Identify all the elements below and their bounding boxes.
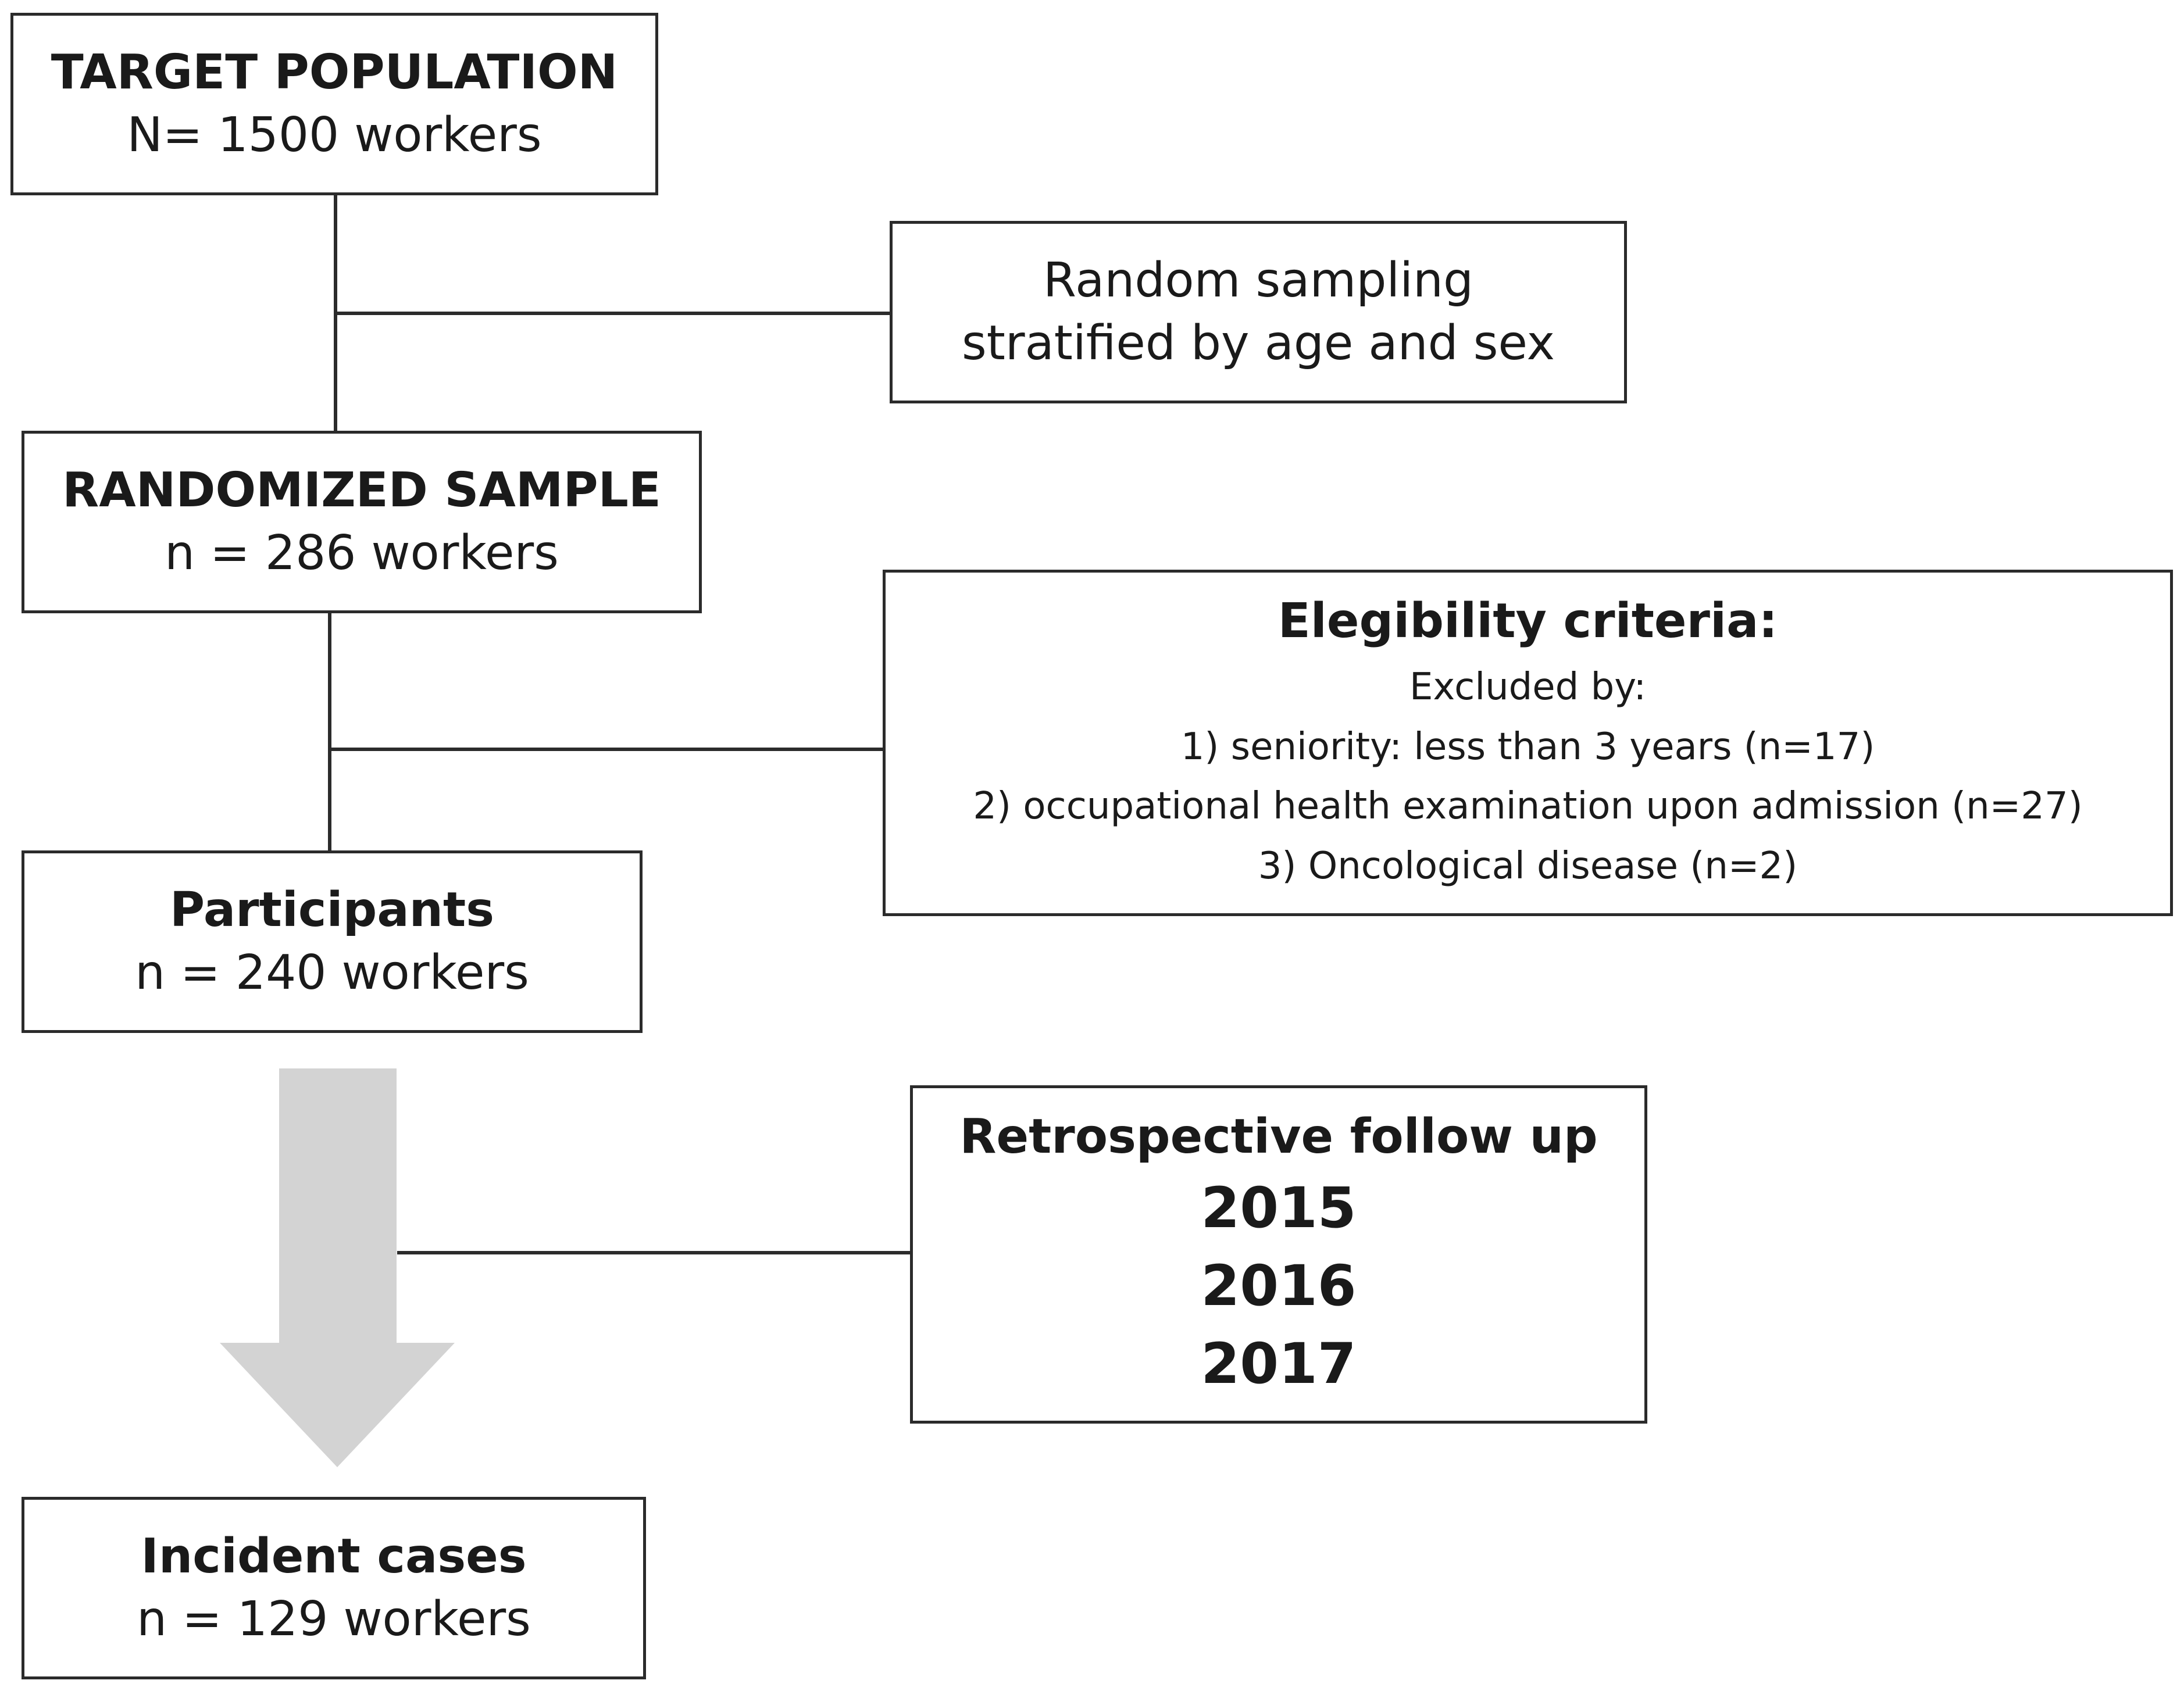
participants-title: Participants bbox=[169, 882, 495, 938]
target-population-box bbox=[10, 13, 658, 195]
connector-randomized-to-participants bbox=[328, 613, 331, 850]
random-sampling-box bbox=[890, 221, 1627, 403]
incident-cases-title: Incident cases bbox=[141, 1528, 527, 1584]
connector-sampling-branch bbox=[334, 312, 891, 315]
random-sampling-line2: stratified by age and sex bbox=[961, 316, 1555, 371]
connector-eligibility-branch bbox=[328, 748, 885, 751]
eligibility-criteria-item: 3) Oncological disease (n=2) bbox=[1258, 844, 1798, 888]
target-population-count: N= 1500 workers bbox=[127, 108, 542, 163]
eligibility-criteria-title: Elegibility criteria: bbox=[1277, 594, 1778, 649]
eligibility-criteria-subtitle: Excluded by: bbox=[1409, 666, 1647, 709]
incident-cases-box bbox=[22, 1497, 646, 1679]
eligibility-criteria-box bbox=[883, 570, 2173, 916]
randomized-sample-box bbox=[22, 431, 702, 613]
target-population-title: TARGET POPULATION bbox=[51, 44, 618, 100]
down-arrow-icon bbox=[215, 1068, 459, 1467]
participants-count: n = 240 workers bbox=[135, 945, 529, 1000]
followup-year: 2016 bbox=[1201, 1253, 1357, 1318]
followup-year: 2015 bbox=[1201, 1175, 1357, 1240]
followup-year: 2017 bbox=[1201, 1331, 1357, 1397]
incident-cases-count: n = 129 workers bbox=[137, 1592, 531, 1647]
eligibility-criteria-item: 1) seniority: less than 3 years (n=17) bbox=[1180, 725, 1875, 768]
followup-title: Retrospective follow up bbox=[959, 1109, 1598, 1165]
random-sampling-line1: Random sampling bbox=[1043, 252, 1474, 308]
participants-box bbox=[22, 850, 643, 1033]
randomized-sample-count: n = 286 workers bbox=[165, 525, 559, 581]
eligibility-criteria-item: 2) occupational health examination upon admission (n=27) bbox=[973, 785, 2083, 828]
connector-followup-branch bbox=[397, 1251, 911, 1254]
randomized-sample-title: RANDOMIZED SAMPLE bbox=[62, 462, 661, 518]
retrospective-followup-box bbox=[910, 1085, 1647, 1424]
